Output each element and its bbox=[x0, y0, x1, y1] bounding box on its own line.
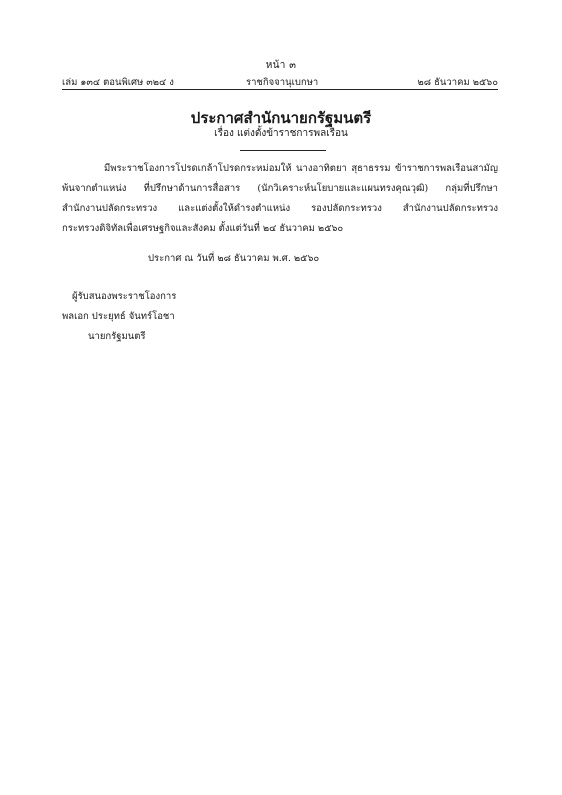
volume-issue: เล่ม ๑๓๔ ตอนพิเศษ ๓๒๔ ง bbox=[62, 77, 174, 88]
body-line: มีพระราชโองการโปรดเกล้าโปรดกระหม่อมให้ นางอาทิตยา สุธาธรรม ข้าราชการพลเรือนสามัญ bbox=[104, 163, 498, 174]
signatory-name: พลเอก ประยุทธ์ จันทร์โอชา bbox=[62, 311, 175, 322]
body-line: กระทรวงดิจิทัลเพื่อเศรษฐกิจและสังคม ตั้งแต่วันที่ ๒๔ ธันวาคม ๒๕๖๐ bbox=[62, 223, 344, 234]
header-date: ๒๘ ธันวาคม ๒๕๖๐ bbox=[417, 77, 498, 88]
title-divider bbox=[240, 150, 326, 151]
document-title: ประกาศสำนักนายกรัฐมนตรี bbox=[190, 109, 372, 127]
gazette-header bbox=[62, 75, 498, 89]
body-line: สำนักงานปลัดกระทรวง และแต่งตั้งให้ดำรงตำแหน่ง รองปลัดกระทรวง สำนักงานปลัดกระทรวง bbox=[62, 203, 498, 214]
signature-block bbox=[62, 287, 176, 347]
header-divider bbox=[62, 89, 498, 90]
document-subject: เรื่อง แต่งตั้งข้าราชการพลเรือน bbox=[214, 128, 348, 139]
document-body bbox=[62, 159, 498, 239]
announcement-date: ประกาศ ณ วันที่ ๒๘ ธันวาคม พ.ศ. ๒๕๖๐ bbox=[148, 253, 320, 264]
countersign-label: ผู้รับสนองพระราชโองการ bbox=[72, 291, 177, 302]
page-number: หน้า ๓ bbox=[265, 60, 297, 71]
body-line: พ้นจากตำแหน่ง ที่ปรึกษาด้านการสื่อสาร (นักวิเคราะห์นโยบายและแผนทรงคุณวุฒิ) กลุ่มที่ปรึกษา bbox=[62, 183, 498, 194]
gazette-name: ราชกิจจานุเบกษา bbox=[246, 77, 319, 88]
signatory-title: นายกรัฐมนตรี bbox=[88, 331, 146, 342]
